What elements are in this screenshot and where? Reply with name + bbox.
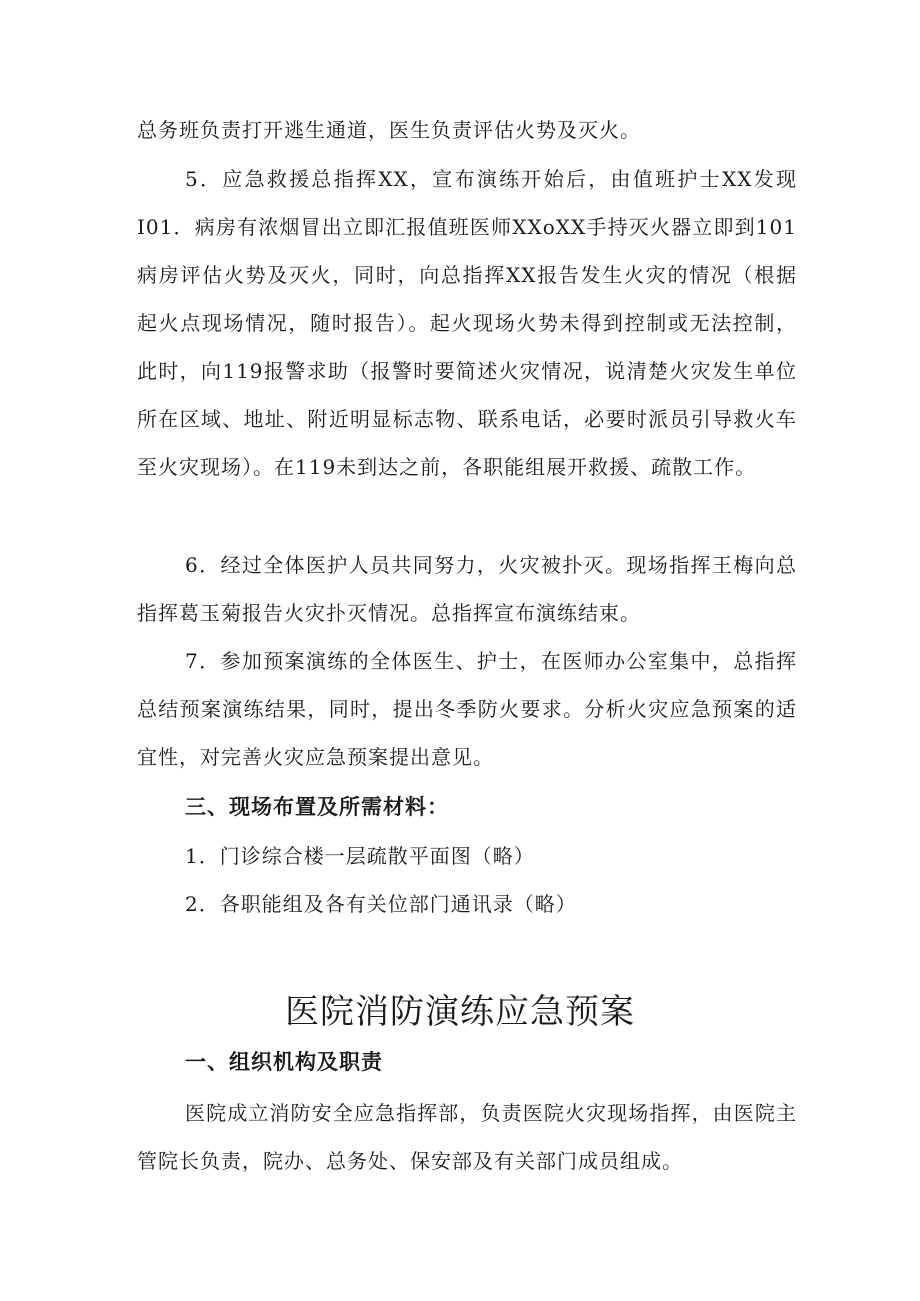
section-3-heading: 三、现场布置及所需材料： [185, 795, 449, 819]
section-3-item-1: 1．门诊综合楼一层疏散平面图（略） [185, 844, 535, 868]
step-7-paragraph: 7．参加预案演练的全体医生、护士，在医师办公室集中，总指挥总结预案演练结果，同时，提出冬季防火要求。分析火灾应急预案的适宜性，对完善火灾应急预案提出意见。 [137, 649, 797, 769]
section-1-heading: 一、组织机构及职责 [185, 1050, 383, 1074]
step-5-paragraph: 5．应急救援总指挥XX，宣布演练开始后，由值班护士XX发现I01．病房有浓烟冒出立即汇报值班医师XXoXX手持灭火器立即到101病房评估火势及灭火，同时，向总指挥XX报告发生火灾的情况（根据起火点现场情况，随时报告）。起火现场火势未得到控制或无法控制，此时，向119报警求助（报警时要简述火灾情况，说清楚火灾发生单位所在区域、地址、附近明显标志物、联系电话，必要时派员引导救火车至火灾现场）。在119未到达之前，各职能组展开救援、疏散工作。 [137, 167, 797, 479]
step-6-paragraph: 6．经过全体医护人员共同努力，火灾被扑灭。现场指挥王梅向总指挥葛玉菊报告火灾扑灭情况。总指挥宣布演练结束。 [137, 553, 797, 625]
section-3-item-2: 2．各职能组及各有关位部门通讯录（略） [185, 892, 577, 916]
document-title: 医院消防演练应急预案 [285, 992, 635, 1032]
continuation-paragraph: 总务班负责打开逃生通道，医生负责评估火势及灭火。 [137, 118, 641, 142]
section-1-paragraph: 医院成立消防安全应急指挥部，负责医院火灾现场指挥，由医院主管院长负责，院办、总务处、保安部及有关部门成员组成。 [137, 1101, 797, 1173]
